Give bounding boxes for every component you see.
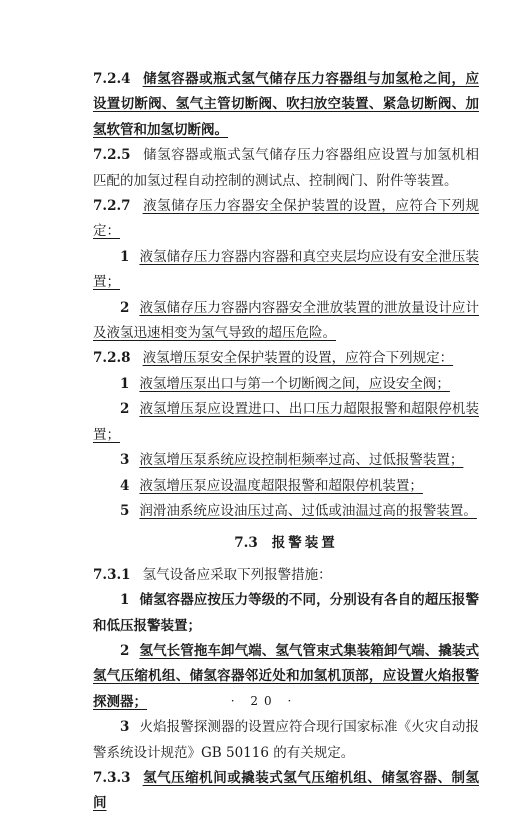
page-number: · 20 ·	[230, 694, 298, 708]
clause-7-3-3	[93, 766, 479, 817]
item-7-2-7-1	[93, 245, 479, 296]
item-7-3-1-3	[93, 715, 479, 766]
item-7-2-7-2	[93, 296, 479, 347]
item-number: 1	[120, 592, 130, 609]
item-number: 3	[120, 719, 130, 736]
item-number: 1	[120, 248, 130, 265]
clause-number: 7.3.1	[93, 566, 131, 583]
item-7-2-8-1	[93, 372, 479, 397]
item-number: 5	[120, 502, 130, 519]
item-7-3-1-1	[93, 588, 479, 639]
item-number: 2	[120, 642, 130, 659]
clause-7-2-7	[93, 194, 479, 245]
clause-7-2-5	[93, 143, 479, 194]
clause-7-2-8	[93, 346, 479, 371]
clause-text: 储氢容器或瓶式氢气储存压力容器组应设置与加氢机相匹配的加氢过程自动控制的测试点、控制阀门、附件等装置。	[93, 147, 479, 189]
item-text: 液氢增压泵出口与第一个切断阀之间，应设安全阀；	[139, 375, 450, 392]
item-7-2-8-2	[93, 397, 479, 448]
item-number: 1	[120, 375, 130, 392]
clause-text: 储氢容器或瓶式氢气储存压力容器组与加氢枪之间，应设置切断阀、氢气主管切断阀、吹扫放空装置、紧急切断阀、加氢软管和加氢切断阀。	[93, 71, 479, 138]
clause-text: 液氢储存压力容器安全保护装置的设置，应符合下列规定：	[93, 198, 479, 240]
clause-text: 氢气压缩机间或撬装式氢气压缩机组、储氢容器、制氢间	[93, 769, 479, 812]
item-text: 液氢储存压力容器内容器和真空夹层均应设有安全泄压装置；	[93, 248, 479, 291]
item-7-2-8-3	[93, 448, 479, 473]
item-7-2-8-4	[93, 474, 479, 499]
clause-7-3-1	[93, 563, 479, 588]
item-7-2-8-5	[93, 499, 479, 524]
clause-number: 7.2.7	[93, 198, 131, 215]
item-text: 氢气长管拖车卸气端、氢气管束式集装箱卸气端、撬装式氢气压缩机组、储氢容器邻近处和加氢机顶部，应设置火焰报警探测器；	[93, 642, 479, 710]
item-text: 液氢增压泵应设温度超限报警和超限停机装置；	[139, 477, 423, 494]
item-text: 火焰报警探测器的设置应符合现行国家标准《火灾自动报警系统设计规范》GB 50116 的有关规定。	[93, 719, 479, 761]
item-number: 2	[120, 299, 130, 316]
item-text: 液氢储存压力容器内容器安全泄放装置的泄放量设计应计及液氢迅速相变为氢气导致的超压危险。	[93, 299, 479, 342]
item-number: 2	[120, 401, 130, 418]
clause-number: 7.2.4	[93, 71, 131, 87]
clause-number: 7.3.3	[93, 769, 131, 786]
clause-text: 液氢增压泵安全保护装置的设置，应符合下列规定：	[142, 350, 454, 367]
item-number: 4	[120, 477, 130, 494]
section-number: 7.3	[234, 535, 258, 552]
item-text: 储氢容器应按压力等级的不同，分别设有各自的超压报警和低压报警装置；	[93, 592, 479, 634]
section-title: 报警装置	[271, 535, 338, 552]
section-heading	[93, 531, 479, 556]
item-text: 液氢增压泵系统应设控制柜频率过高、过低报警装置；	[139, 452, 464, 469]
clause-number: 7.2.5	[93, 147, 131, 164]
item-number: 3	[120, 452, 130, 469]
clause-7-2-4	[93, 67, 479, 143]
item-text: 润滑油系统应设油压过高、过低或油温过高的报警装置。	[139, 502, 477, 519]
clause-number: 7.2.8	[93, 350, 131, 367]
clause-text: 氢气设备应采取下列报警措施：	[142, 566, 332, 583]
item-text: 液氢增压泵应设置进口、出口压力超限报警和超限停机装置；	[93, 401, 479, 443]
